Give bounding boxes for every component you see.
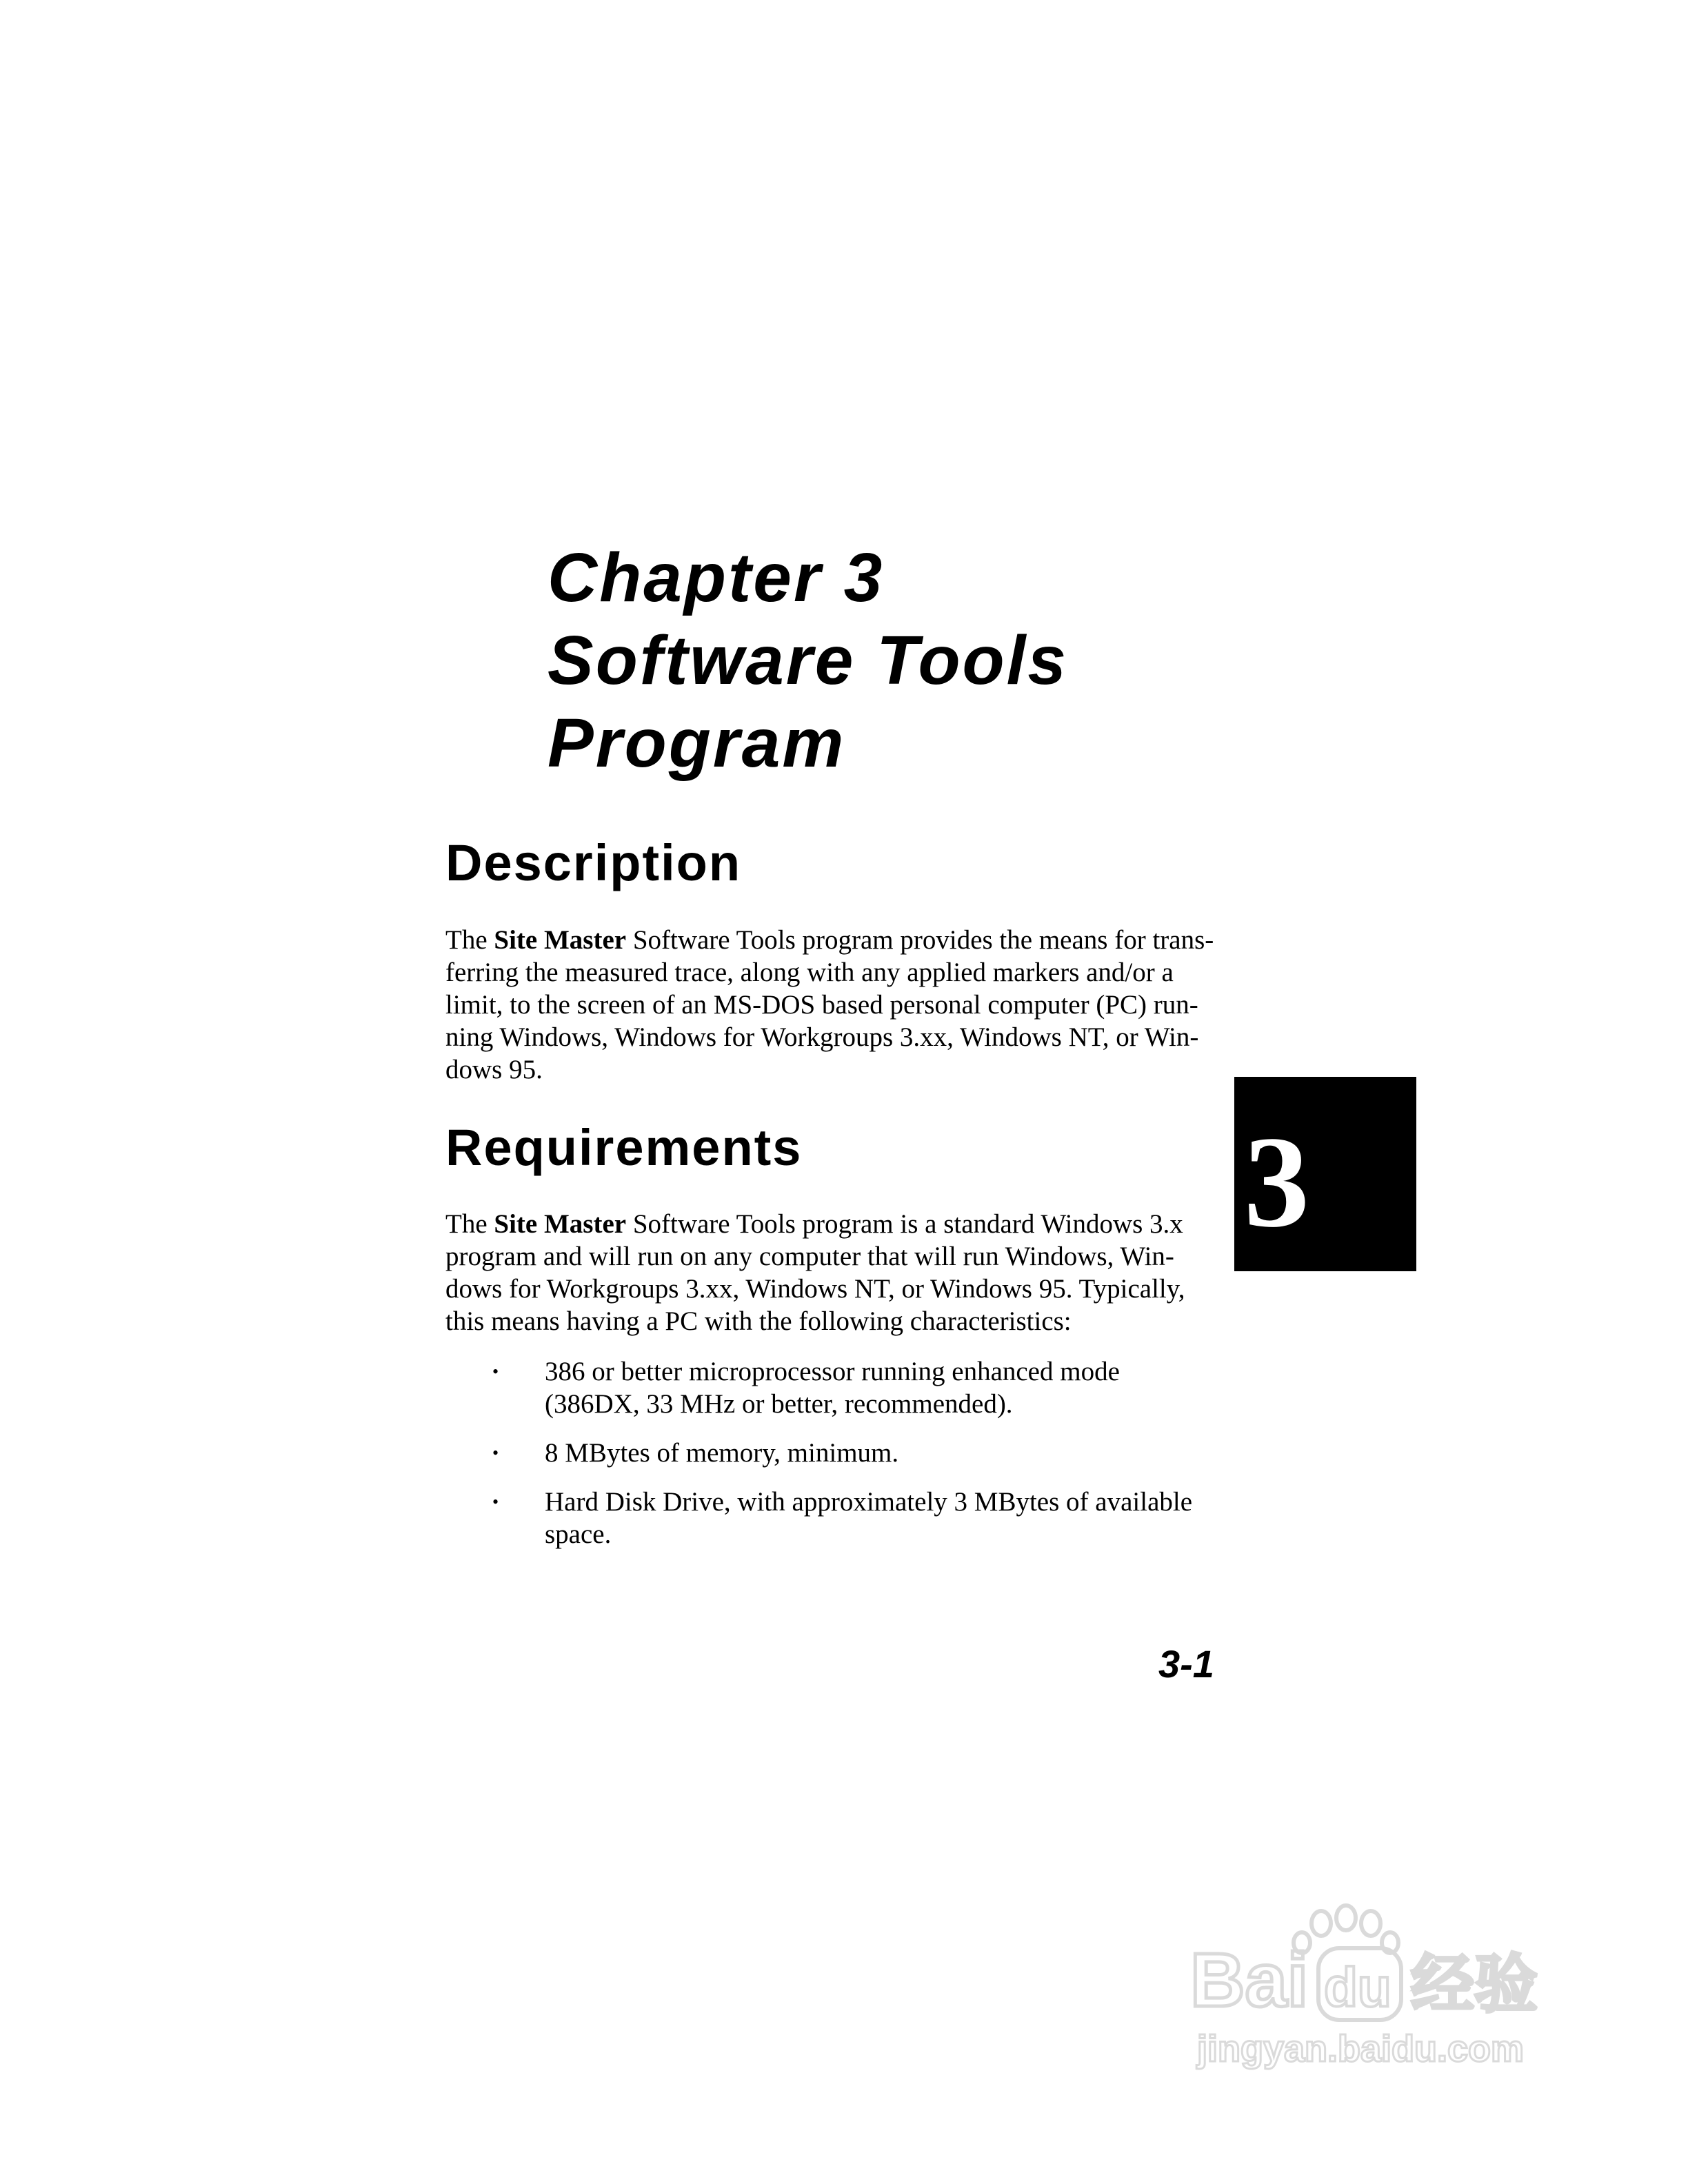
bullet-icon: •: [492, 1492, 499, 1512]
description-paragraph: [445, 924, 1232, 1086]
requirements-heading: Requirements: [445, 1119, 803, 1176]
requirements-line-3: dows for Workgroups 3.xx, Windows NT, or Windows 95. Typically,: [445, 1274, 1185, 1304]
bullet-icon: •: [492, 1362, 499, 1382]
chapter-title-line-2: Software Tools: [547, 622, 1069, 699]
list-item-line: Hard Disk Drive, with approximately 3 MBytes of available: [545, 1487, 1193, 1517]
list-item-line: (386DX, 33 MHz or better, recommended).: [545, 1389, 1013, 1419]
bullet-icon: •: [492, 1443, 499, 1463]
chapter-title: [547, 536, 1068, 785]
requirements-line-4: this means having a PC with the following characteristics:: [445, 1306, 1072, 1336]
requirements-paragraph: [445, 1208, 1232, 1337]
requirements-line-1: [445, 1208, 1232, 1240]
product-name: Site Master: [494, 925, 627, 955]
chapter-title-line-3: Program: [547, 705, 846, 782]
list-item: [445, 1355, 1232, 1420]
page-number: 3-1: [1158, 1642, 1214, 1686]
list-item-line: 8 MBytes of memory, minimum.: [545, 1438, 899, 1468]
text-run: The: [445, 925, 494, 955]
baidu-watermark-logo: [1183, 1903, 1569, 2075]
baidu-paw-icon: [1294, 1905, 1398, 1953]
chapter-tab: [1234, 1077, 1416, 1271]
watermark: [1183, 1903, 1569, 2075]
chapter-tab-number: 3: [1244, 1110, 1309, 1255]
description-line-1: [445, 924, 1232, 956]
description-line-4: ning Windows, Windows for Workgroups 3.xx, Windows NT, or Win-: [445, 1022, 1199, 1052]
description-line-5: dows 95.: [445, 1055, 543, 1084]
requirements-line-2: program and will run on any computer that will run Windows, Win-: [445, 1242, 1174, 1271]
requirements-list: [445, 1355, 1232, 1567]
watermark-paw-text: du: [1324, 1957, 1391, 2018]
description-line-2: ferring the measured trace, along with any applied markers and/or a: [445, 958, 1174, 987]
watermark-cn-text: 经验: [1411, 1948, 1538, 2021]
description-line-3: limit, to the screen of an MS-DOS based personal computer (PC) run-: [445, 990, 1198, 1020]
watermark-url: jingyan.baidu.com: [1197, 2028, 1525, 2070]
text-run: Software Tools program is a standard Windows 3.x: [626, 1209, 1183, 1239]
chapter-title-line-1: Chapter 3: [547, 539, 885, 616]
list-item: [445, 1486, 1232, 1550]
watermark-brand: Bai: [1190, 1938, 1309, 2023]
list-item: [445, 1437, 1232, 1469]
text-run: Software Tools program provides the means for trans-: [626, 925, 1214, 955]
text-run: The: [445, 1209, 494, 1239]
description-heading: Description: [445, 834, 742, 891]
list-item-line: space.: [545, 1519, 612, 1549]
list-item-line: 386 or better microprocessor running enhanced mode: [545, 1357, 1120, 1386]
product-name: Site Master: [494, 1209, 627, 1239]
